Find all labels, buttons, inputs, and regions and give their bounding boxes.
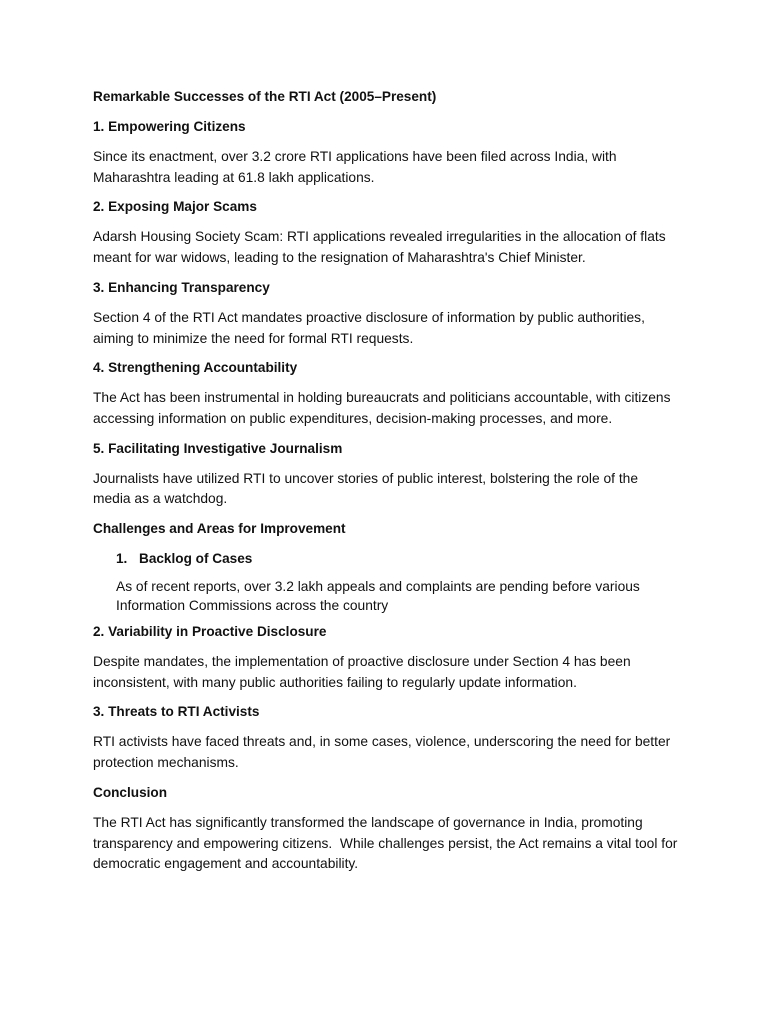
section-text-journalism: Journalists have utilized RTI to uncover stories of public interest, bolstering the role of the media as a watchdog.: [93, 470, 639, 507]
section-text-empowering-citizens: Since its enactment, over 3.2 crore RTI applications have been filed across India, with Maharashtra leading at 61.8 lakh applications.: [93, 149, 617, 185]
section-text-enhancing-transparency: Section 4 of the RTI Act mandates proactive disclosure of information by public authorities, aiming to minimize the need for formal RTI requests.: [93, 309, 645, 346]
section-text-accountability: The Act has been instrumental in holding bureaucrats and politicians accountable, with citizens accessing information on public expenditures, decision-making processes, and more.: [93, 390, 671, 426]
challenge-text-backlog: As of recent reports, over 3.2 lakh appeals and complaints are pending before various Information Commissions across the country: [116, 579, 640, 613]
section-text-exposing-scams: Adarsh Housing Society Scam: RTI applications revealed irregularities in the allocation of flats meant for war widows, leading to the resignation of Maharashtra's Chief Minister.: [93, 229, 666, 266]
challenge-heading-backlog-label: Backlog of Cases: [139, 551, 253, 567]
section-heading-exposing-scams: 2. Exposing Major Scams: [93, 199, 257, 215]
section-heading-empowering-citizens: 1. Empowering Citizens: [93, 119, 246, 134]
document-page: [93, 87, 682, 884]
challenge-heading-threats: 3. Threats to RTI Activists: [93, 704, 260, 720]
challenges-heading: Challenges and Areas for Improvement: [93, 521, 346, 537]
list-number: 1.: [116, 551, 128, 567]
section-heading-journalism: 5. Facilitating Investigative Journalism: [93, 440, 343, 456]
section-heading-enhancing-transparency: 3. Enhancing Transparency: [93, 279, 270, 295]
challenge-text-disclosure: Despite mandates, the implementation of proactive disclosure under Section 4 has been inconsistent, with many public authorities failing to regularly update information.: [93, 654, 631, 690]
document-title: Remarkable Successes of the RTI Act (2005–Present): [93, 89, 437, 104]
challenge-heading-backlog: [93, 549, 678, 569]
conclusion-heading: Conclusion: [93, 784, 168, 800]
conclusion-text: The RTI Act has significantly transformed the landscape of governance in India, promoting transparency and empowering citizens. While challenges persist, the Act remains a vital tool for democratic engagement and accountability.: [93, 814, 682, 872]
challenge-text-threats: RTI activists have faced threats and, in some cases, violence, underscoring the need for better protection mechanisms.: [93, 734, 671, 771]
section-heading-accountability: 4. Strengthening Accountability: [93, 360, 298, 376]
challenge-heading-disclosure: 2. Variability in Proactive Disclosure: [93, 624, 327, 640]
